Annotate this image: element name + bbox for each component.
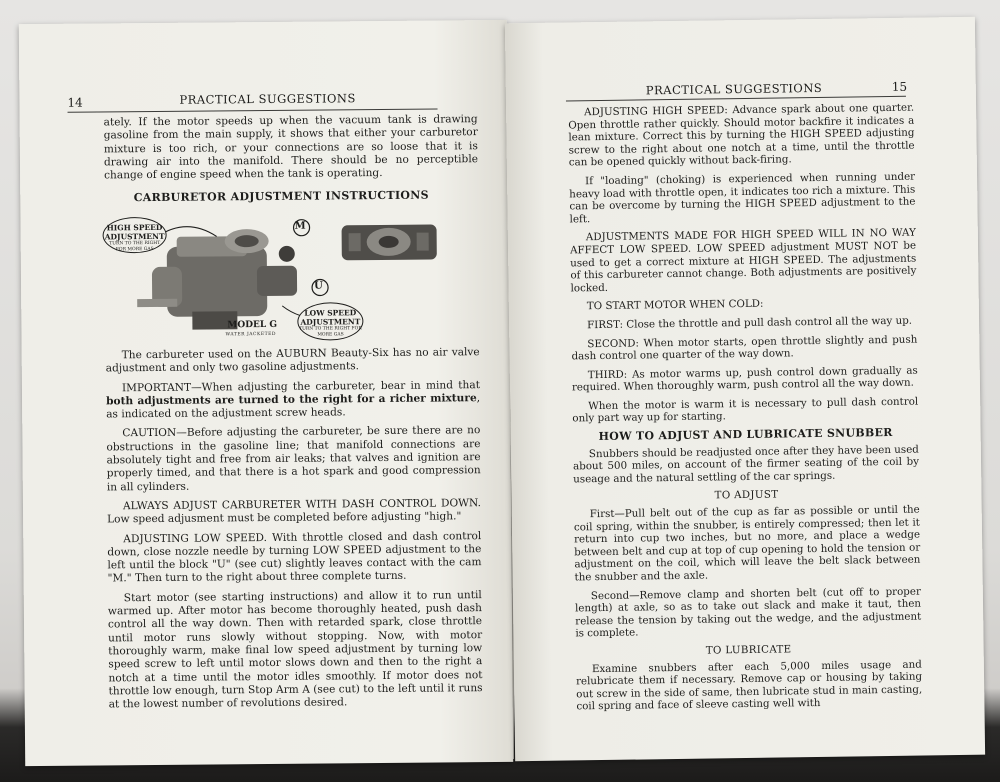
paragraph-low-speed: ADJUSTING LOW SPEED. With throttle closed and dash control down, close nozzle needle by turning LOW SPEED adjustment to the left until the block "U" (see cut) slightly leaves contact with the cam "M." Then turn to the right about three complete turns. bbox=[107, 529, 482, 585]
paragraph-lubricate: Examine snubbers after each 5,000 miles usage and relubricate them if necessary. Remove cap or housing by taking out screw in the side of same, then lubricate stud in main casting, coil spring and face of sleeve casting well with bbox=[575, 658, 923, 713]
paragraph-high-speed: ADJUSTING HIGH SPEED: Advance spark about one quarter. Open throttle rather quickly. Should motor backfire it indicates a lean mixture. Correct this by turning the HIGH SPEED adjusting screw to the right about one notch at a time, until the throttle can be opened quickly without back-firing. bbox=[568, 101, 915, 169]
paragraph-snubbers: Snubbers should be readjusted once after they have been used about 500 miles, on account of the firmer seating of the coil by useage and the natural settling of the car springs. bbox=[572, 443, 920, 486]
high-speed-tag-note: TURN TO THE RIGHT FOR MORE GAS bbox=[109, 240, 161, 253]
right-page bbox=[505, 17, 985, 761]
paragraph-first-adjust: First—Pull belt out of the cup as far as possible or until the coil spring, within the snubber, is entirely compressed; then let it return into cup two inches, but no more, and place a wedge between belt and cup at top of cup opening to hold the tension or adjustment on the coil, which will leave the belt slack between the snubber and the axle. bbox=[573, 503, 921, 584]
paragraph-start-cold: TO START MOTOR WHEN COLD: bbox=[586, 298, 764, 313]
paragraph-second-adjust: Second—Remove clamp and shorten belt (cut off to proper length) at axle, so as to take out slack and make it taut, then release the tension by taking out the wedge, and the adjustment is complete. bbox=[574, 585, 922, 640]
paragraph-third: THIRD: As motor warms up, push control down gradually as required. When thoroughly warm, push control all the way down. bbox=[571, 364, 918, 394]
important-text-b: , as indicated on the adjustment screw heads. bbox=[106, 392, 481, 421]
important-text-a: IMPORTANT—When adjusting the carbureter, bear in mind that bbox=[121, 378, 480, 394]
header-rule bbox=[68, 108, 438, 112]
body-text bbox=[106, 346, 483, 718]
page-number: 14 bbox=[67, 95, 83, 110]
running-header: PRACTICAL SUGGESTIONS bbox=[645, 80, 823, 98]
model-label: MODEL G bbox=[227, 319, 278, 331]
model-sublabel: WATER JACKETED bbox=[225, 331, 277, 338]
label-u: U bbox=[314, 280, 323, 292]
to-adjust-heading: TO ADJUST bbox=[714, 488, 779, 502]
high-speed-tag bbox=[102, 217, 166, 254]
paragraph-start-motor: Start motor (see starting instructions) and allow it to run until warmed up. After motor has become thoroughly heated, push dash control all the way down. Then with retarded spark, close throttle until motor runs slowly without stopping. Now, with motor thoroughly warm, make final low speed adjustment by turning low speed screw to left until motor slows down and then to the right a notch at a time until the motor idles smoothly. If motor does not throttle low enough, turn Stop Arm A (see cut) to the left until it runs at the lowest number of revolutions desired. bbox=[107, 588, 483, 711]
paragraph-carbureter: The carbureter used on the AUBURN Beauty-Six has no air valve adjustment and only two gasoline adjustments. bbox=[105, 346, 480, 375]
paragraph-important bbox=[106, 379, 480, 422]
important-text-bold: both adjustments are turned to the right for a richer mixture bbox=[106, 392, 477, 408]
page-number: 15 bbox=[891, 79, 908, 94]
intro-text bbox=[104, 113, 479, 189]
to-lubricate-heading: TO LUBRICATE bbox=[705, 643, 792, 657]
running-header: PRACTICAL SUGGESTIONS bbox=[179, 91, 356, 107]
paragraph-second: SECOND: When motor starts, open throttle slightly and push dash control one quarter of the way down. bbox=[571, 333, 918, 363]
low-speed-tag-title: LOW SPEED ADJUSTMENT bbox=[300, 308, 361, 327]
paragraph-caution: CAUTION—Before adjusting the carbureter, be sure there are no obstructions in the gasoline line; that manifold connections are absolutely tight and free from air leaks; that valves and ignition are properly timed, and that there is a hot spark and good compression in all cylinders. bbox=[106, 424, 481, 494]
paragraph-warm: When the motor is warm it is necessary to pull dash control only part way up for starting. bbox=[572, 395, 919, 425]
label-m: M bbox=[294, 220, 306, 232]
low-speed-tag-note: TURN TO THE RIGHT FOR MORE GAS bbox=[299, 326, 362, 338]
body-text bbox=[568, 102, 923, 720]
intro-paragraph: ately. If the motor speeds up when the vacuum tank is drawing gasoline from the main supply, it shows that either your carburetor mixture is too rich, or your connections are so loose that it is drawing air into the manifold. There should be no perceptible change of engine speed when the tank is operating. bbox=[103, 113, 479, 182]
paragraph-adjustments: ADJUSTMENTS MADE FOR HIGH SPEED WILL IN NO WAY AFFECT LOW SPEED. LOW SPEED adjustment MUST NOT be used to get a correct mixture at HIGH SPEED. The adjustments of this carbureter cannot change. Both adjustments are positively locked. bbox=[569, 226, 917, 295]
figure-title: CARBURETOR ADJUSTMENT INSTRUCTIONS bbox=[133, 188, 429, 205]
paragraph-loading: If "loading" (choking) is experienced when running under heavy load with throttle open, it indicates too rich a mixture. This can be overcome by turning the HIGH SPEED adjustment to the left. bbox=[569, 170, 916, 226]
left-page bbox=[19, 20, 513, 766]
high-speed-tag-title: HIGH SPEED ADJUSTMENT bbox=[104, 222, 165, 242]
snubber-heading: HOW TO ADJUST AND LUBRICATE SNUBBER bbox=[598, 426, 893, 444]
paragraph-always-adjust: ALWAYS ADJUST CARBURETER WITH DASH CONTROL DOWN. Low speed adjusment must be completed before adjusting "high." bbox=[107, 497, 482, 526]
header-rule bbox=[566, 96, 906, 102]
paragraph-first: FIRST: Close the throttle and pull dash control all the way up. bbox=[587, 314, 913, 332]
low-speed-tag bbox=[297, 302, 363, 341]
carburetor-figure bbox=[96, 188, 477, 347]
